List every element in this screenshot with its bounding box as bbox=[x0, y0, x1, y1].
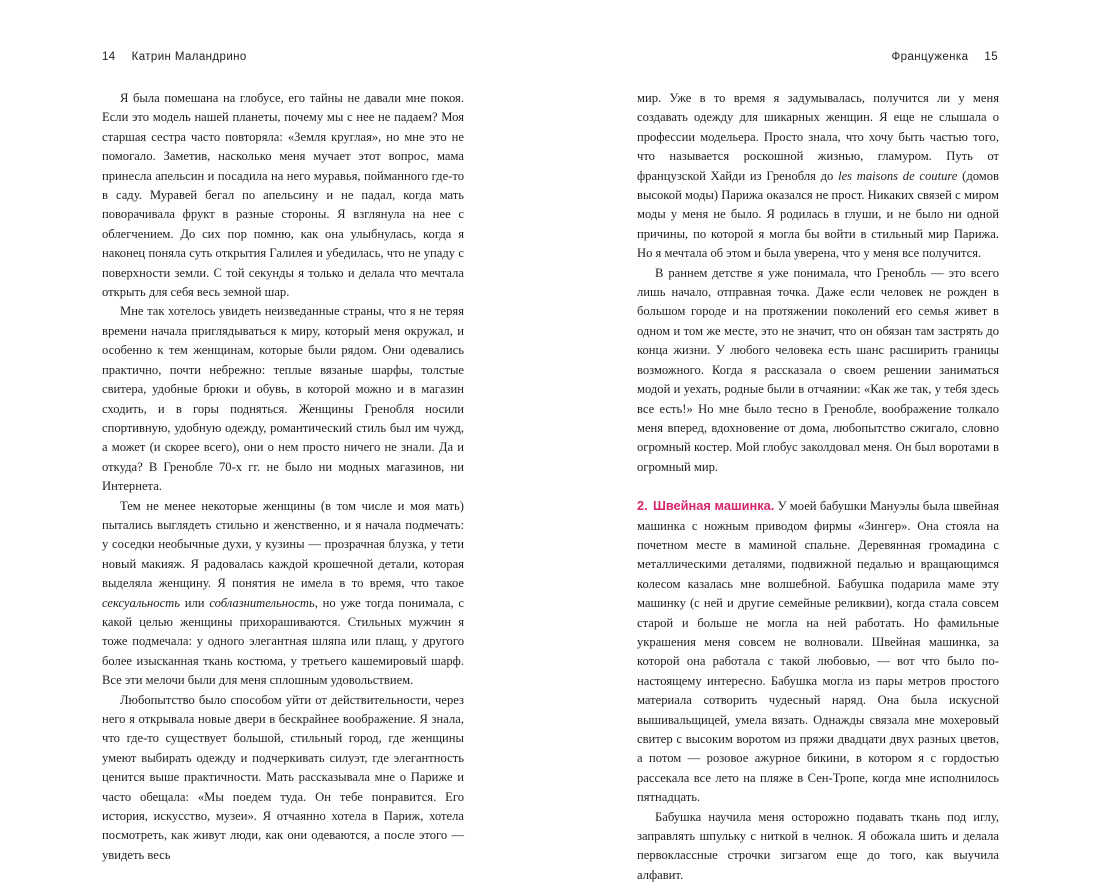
paragraph-text: , но уже тогда понимала, с какой целью женщины прихорашиваются. Стильных мужчин я тоже подмечала: у одного элегантная шляпа или плащ, у другого более изысканная ткань костюма, у третьего кашемировый шарф. Все эти мелочи были для меня сплошным удовольствием. bbox=[102, 595, 464, 688]
paragraph: Мне так хотелось увидеть неизведанные страны, что я не теряя времени начала приглядываться к миру, который меня окружал, и особенно к тем женщинам, которые были рядом. Они одевались практично, почти небрежно: теплые вязаные шарфы, толстые свитера, удобные брюки и обувь, в которой можно и в магазин сходить, и в горы подняться. Женщины Гренобля носили спортивную, удобную одежду, романтический стиль был им чужд, а может (и скорее всего), они о нем просто ничего не знали. Да и откуда? В Гренобле 70-х гг. не было ни модных магазинов, ни Интернета. bbox=[102, 304, 464, 494]
running-head-left bbox=[102, 51, 247, 63]
section-paragraph bbox=[637, 496, 999, 808]
paragraph: В раннем детстве я уже понимала, что Гренобль — это всего лишь начало, отправная точка. Даже если человек не рожден в большом городе и на протяжении поколений его семья живет в одном и том же месте, это не значит, что он обязан там застрять до конца жизни. У любого человека есть шанс расширить границы возможного. Когда я рассказала о своем решении заниматься модой и уехать, родные были в отчаянии: «Как же так, у тебя здесь все есть!» Но мне было тесно в Гренобле, воображение толкало меня вперед, вдохновение от дома, любопытство сжигало, словно огромный костер. Мой глобус заколдовал меня. Он был воротами в огромный мир. bbox=[637, 265, 999, 474]
chapter-title: Француженка bbox=[891, 51, 969, 63]
paragraph: Я была помешана на глобусе, его тайны не давали мне покоя. Если это модель нашей планеты, почему мы с нее не падаем? Моя старшая сестра часто повторяла: «Земля круглая», но мне это не помогало. Заметив, насколько меня мучает этот вопрос, мама принесла апельсин и посадила на него муравья, пойманного где-то в саду. Муравей бегал по апельсину и не падал, когда мать поворачивала фрукт в разные стороны. Я взглянула на нее с облегчением. До сих пор помню, как она улыбнулась, когда я наконец поняла суть открытия Галилея и убедилась, что не упаду с поверхности земли. С той секунды я только и делала что мечтала открыть для себя весь земной шар. bbox=[102, 91, 464, 300]
paragraph-text: мир. Уже в то время я задумывалась, получится ли у меня создавать одежду для шикарных женщин. Я еще не слышала о профессии модельера. Просто знала, что хочу быть частью того, что называется роскошной жизнью, гламуром. Путь от французской Хайди из Гренобля до bbox=[637, 91, 999, 183]
paragraph-text: или bbox=[180, 595, 210, 610]
left-page bbox=[0, 0, 550, 862]
section-number: 2. bbox=[637, 498, 648, 514]
body-text-left bbox=[102, 89, 464, 865]
paragraph bbox=[637, 89, 999, 264]
page-number-left: 14 bbox=[102, 51, 116, 63]
italic-term: сексуальность bbox=[102, 595, 180, 610]
paragraph bbox=[102, 497, 464, 691]
paragraph-text: (домов высокой моды) Парижа оказался не прост. Никаких связей с миром моды у меня не было. Я родилась в глуши, и не было ни одной причины, по которой я могла бы войти в стильный мир Парижа. Но я мечтала об этом и была уверена, что у меня все получится. bbox=[637, 168, 999, 261]
paragraph-text: У моей бабушки Мануэлы была швейная машинка с ножным приводом фирмы «Зингер». Она стояла на почетном месте в маминой спальне. Деревянная громадина с металлическими деталями, подвижной педалью и вращающимся колесом казалась мне волшебной. Бабушка подарила маме эту машинку (с ней и другие семейные реликвии), когда стала совсем старой и больше не могла на ней работать. Но фамильные украшения меня совсем не волновали. Швейная машинка, за которой она работала с такой любовью, — вот что было по-настоящему интересно. Бабушка могла из пары метров простого материала сотворить чудесный наряд. Она была искусной вышивальщицей, умела вязать. Однажды связала мне мохеровый свитер с высоким воротом из пряжи двадцати двух разных цветов, а потом — розовое ажурное бикини, в котором я с гордостью рассекала все лето на пляже в Сен-Тропе, когда мне исполнилось пятнадцать. bbox=[637, 499, 999, 805]
section-title: Швейная машинка. bbox=[652, 498, 775, 514]
right-page bbox=[550, 0, 1100, 882]
paragraph: Бабушка научила меня осторожно подавать ткань под иглу, заправлять шпульку с ниткой в челнок. Я обожала шить и делала первоклассные строчки зигзагом еще до того, как выучила алфавит. bbox=[637, 809, 999, 882]
page-number-right: 15 bbox=[984, 51, 998, 63]
paragraph-text: Тем не менее некоторые женщины (в том числе и моя мать) пытались выглядеть стильно и женственно, и я начала подмечать: у соседки необычные духи, у кузины — прозрачная блузка, у тети новый макияж. Я радовалась каждой крошечной детали, которая выделяла женщину. Я понятия не имела в то время, что такое bbox=[102, 498, 464, 591]
running-head-right bbox=[892, 51, 998, 63]
italic-term: les maisons de couture bbox=[838, 168, 958, 183]
paragraph: Любопытство было способом уйти от действительности, через него я открывала новые двери в бескрайнее воображение. Я знала, что где-то существует большой, стильный город, где женщины умеют выбирать одежду и подчеркивать силуэт, где элегантность ценится выше практичности. Мать рассказывала мне о Париже и часто обещала: «Мы поедем туда. Он тебе понравится. Его история, искусство, музеи». Я отчаянно хотела в Париж, хотела посмотреть, как живут люди, как они одеваются, а после этого — увидеть весь bbox=[102, 692, 464, 862]
italic-term: соблазнительность bbox=[209, 595, 315, 610]
body-text-right bbox=[637, 89, 999, 885]
author-name: Катрин Маландрино bbox=[131, 51, 247, 63]
